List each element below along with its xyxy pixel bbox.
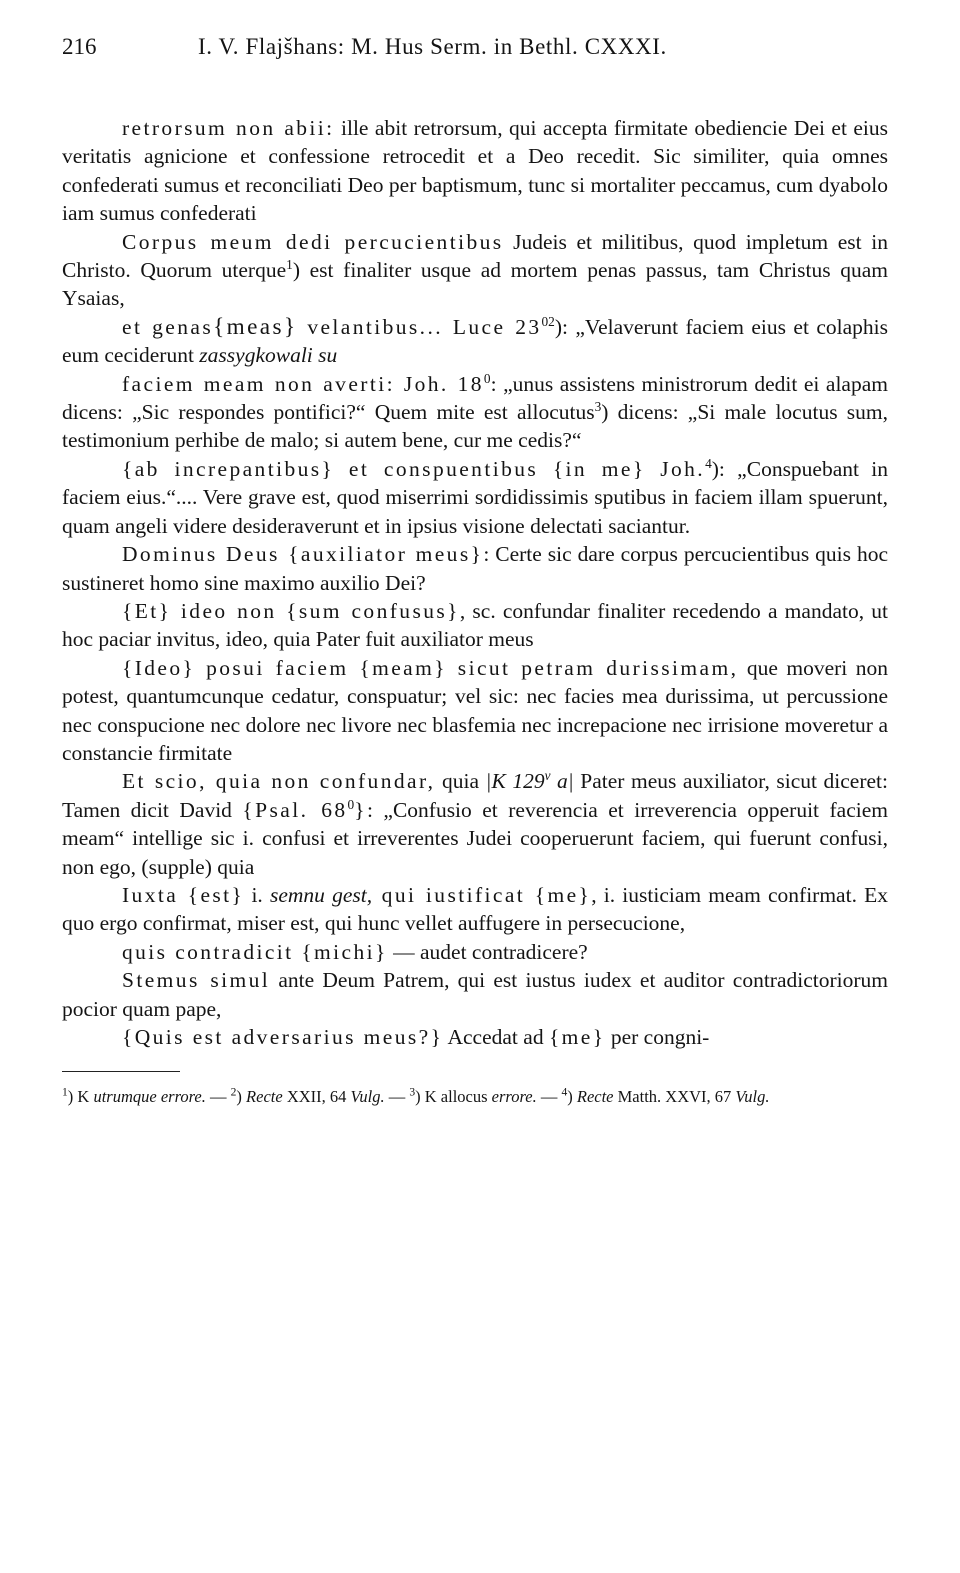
text-segment: et genas bbox=[122, 314, 214, 339]
text-segment: ): „Conspuebant in faciem eius.“.... Vere grave est, quod miserrimi sordidissimis sputibus in faciem illam spuerunt, quam angeli videre desideraverunt et in ipsius visione delectati saciantur. bbox=[62, 456, 888, 538]
text-segment: {Quis est adversarius meus?} bbox=[122, 1025, 444, 1049]
text-segment: Corpus meum dedi percucientibus bbox=[122, 229, 504, 254]
text-segment: 0 bbox=[347, 796, 355, 812]
text-segment: : „Confusio et reverencia et irreverencia opperuit faciem meam“ intellige sic i. confusi et irreverentes Judei cooperuerunt faciem, qui fuerunt confusi, non ego, (supple) quia bbox=[62, 797, 888, 879]
text-segment: — bbox=[384, 1087, 410, 1107]
text-segment: 1 bbox=[286, 256, 293, 272]
text-segment: Et scio, quia non confundar, bbox=[122, 769, 436, 794]
paragraph bbox=[62, 455, 888, 540]
paragraph bbox=[62, 114, 888, 228]
text-segment: et conspuentibus bbox=[334, 456, 539, 481]
text-segment: {ab increpantibus} bbox=[122, 456, 335, 481]
paragraph bbox=[62, 370, 888, 455]
paragraph bbox=[62, 654, 888, 768]
text-segment: {auxiliator meus} bbox=[279, 542, 484, 567]
text-segment: Luce 23 bbox=[443, 314, 542, 339]
sermon-text bbox=[62, 114, 888, 1051]
text-segment: {me} bbox=[548, 1025, 606, 1049]
text-segment: , i. iusticiam meam confirmat. Ex quo ergo confirmat, miser est, qui hunc vellet auffugere in persecucione, bbox=[62, 882, 888, 936]
footnotes bbox=[62, 1086, 888, 1108]
text-segment: ) K allocus bbox=[415, 1087, 492, 1107]
paragraph bbox=[62, 228, 888, 313]
paragraph bbox=[62, 1023, 888, 1051]
text-segment: : „unus assistens ministrorum dedit ei alapam dicens: „Sic respondes pontifici?“ Quem mite est allocutus bbox=[62, 371, 888, 425]
text-segment: Joh. 18 bbox=[394, 371, 484, 396]
text-segment: 1 bbox=[62, 1086, 68, 1099]
text-segment: qui iustificat {me} bbox=[372, 882, 592, 907]
footnote-divider bbox=[62, 1071, 180, 1072]
text-segment: faciem meam non averti: bbox=[122, 371, 395, 396]
running-title: I. V. Flajšhans: M. Hus Serm. in Bethl. CXXXI. bbox=[198, 34, 667, 59]
text-segment: 3 bbox=[409, 1086, 416, 1099]
text-segment: Iuxta {est} bbox=[122, 882, 245, 907]
text-segment: 4 bbox=[561, 1086, 568, 1099]
text-segment: Joh. bbox=[645, 456, 706, 481]
text-segment: ) bbox=[236, 1087, 247, 1107]
text-segment: velantibus... bbox=[297, 314, 444, 339]
text-segment: 2 bbox=[230, 1086, 237, 1099]
paragraph bbox=[62, 313, 888, 370]
text-segment: Recte bbox=[246, 1087, 283, 1107]
text-segment: i. bbox=[244, 882, 270, 907]
text-segment: ): „Velaverunt faciem eius et colaphis eum ceciderunt bbox=[62, 314, 888, 368]
text-segment: zassygkowali su bbox=[199, 343, 338, 368]
text-segment: ) est finaliter usque ad mortem penas passus, tam Christus quam Ysaias, bbox=[62, 258, 888, 311]
text-segment: Pater meus auxiliator, sicut diceret: Tamen dicit David bbox=[62, 769, 888, 822]
text-segment: Vulg. bbox=[735, 1087, 770, 1107]
text-segment: 4 bbox=[705, 455, 712, 471]
text-segment: — audet contradicere? bbox=[387, 939, 588, 964]
paragraph bbox=[62, 597, 888, 654]
text-segment: , sc. confundar finaliter recedendo a mandato, ut hoc paciar invitus, ideo, quia Pater fuit auxiliator meus bbox=[62, 598, 888, 652]
text-segment: {Psal. 68 bbox=[242, 797, 348, 822]
paragraph bbox=[62, 938, 888, 966]
text-segment: v bbox=[544, 768, 551, 784]
text-segment: per congni- bbox=[605, 1025, 710, 1049]
text-segment: retrorsum non abii: bbox=[122, 116, 335, 140]
text-segment: que moveri non potest, quantumcunque cedatur, conspuatur; vel sic: nec facies mea durissima, ut percussione nec conspucione nec dolore nec livore nec blasfemia nec increpacione nec irrisione moveretur a constancie firmitate bbox=[62, 655, 888, 765]
paragraph bbox=[62, 767, 888, 881]
text-segment: Dominus Deus bbox=[122, 542, 280, 567]
text-segment: Vulg. bbox=[350, 1087, 385, 1107]
text-segment: XXII, 64 bbox=[282, 1087, 351, 1107]
text-segment: Accedat ad bbox=[443, 1025, 549, 1049]
text-segment: {in me} bbox=[538, 456, 646, 481]
paragraph bbox=[62, 881, 888, 938]
text-segment: : Certe sic dare corpus percucientibus quis hoc sustineret homo sine maximo auxilio Dei? bbox=[62, 542, 889, 595]
text-segment: Recte bbox=[576, 1087, 614, 1107]
text-segment: {Ideo} posui faciem {meam} sicut petram durissimam, bbox=[122, 655, 739, 680]
text-segment: ) K bbox=[67, 1087, 94, 1107]
text-segment: ille abit retrorsum, qui accepta firmitate obediencie Dei et eius veritatis agnicione et confessione retrocedit et a Deo recedit. Sic similiter, quia omnes confederati sumus et reconciliati Deo per baptismum, tunc si mortaliter peccamus, cum dyabolo iam sumus confederati bbox=[62, 116, 888, 226]
text-segment: {meas} bbox=[213, 313, 298, 340]
text-segment: — bbox=[205, 1087, 231, 1107]
text-segment: Judeis et militibus, quod impletum est in Christo. Quorum uterque bbox=[62, 229, 888, 283]
text-segment: 3 bbox=[594, 398, 602, 414]
text-segment: Stemus simul bbox=[122, 968, 271, 993]
text-segment: a| bbox=[550, 769, 574, 794]
page-number: 216 bbox=[62, 34, 97, 59]
text-segment: |K 129 bbox=[485, 769, 545, 794]
page-header bbox=[62, 30, 888, 76]
text-segment: Matth. XXVI, 67 bbox=[613, 1087, 736, 1107]
text-segment: 0 bbox=[483, 370, 491, 386]
text-segment: utrumque errore. bbox=[93, 1087, 206, 1107]
paragraph bbox=[62, 966, 888, 1023]
text-segment: — bbox=[536, 1087, 562, 1107]
text-segment: quia bbox=[435, 769, 486, 794]
text-segment: ) bbox=[567, 1087, 577, 1107]
text-segment: ) dicens: „Si male locutus sum, testimonium perhibe de malo; si autem bene, cur me cedis?“ bbox=[62, 400, 888, 453]
paragraph bbox=[62, 540, 888, 597]
text-segment: quis contradicit {michi} bbox=[122, 939, 388, 964]
text-segment: ante Deum Patrem, qui est iustus iudex et auditor contradictoriorum pocior quam pape, bbox=[62, 968, 888, 1021]
text-segment: errore. bbox=[491, 1087, 537, 1107]
text-segment: } bbox=[354, 797, 367, 822]
text-segment: semnu gest, bbox=[269, 882, 373, 907]
text-segment: 02 bbox=[541, 313, 555, 329]
text-segment: {Et} ideo non {sum confusus} bbox=[122, 598, 460, 623]
